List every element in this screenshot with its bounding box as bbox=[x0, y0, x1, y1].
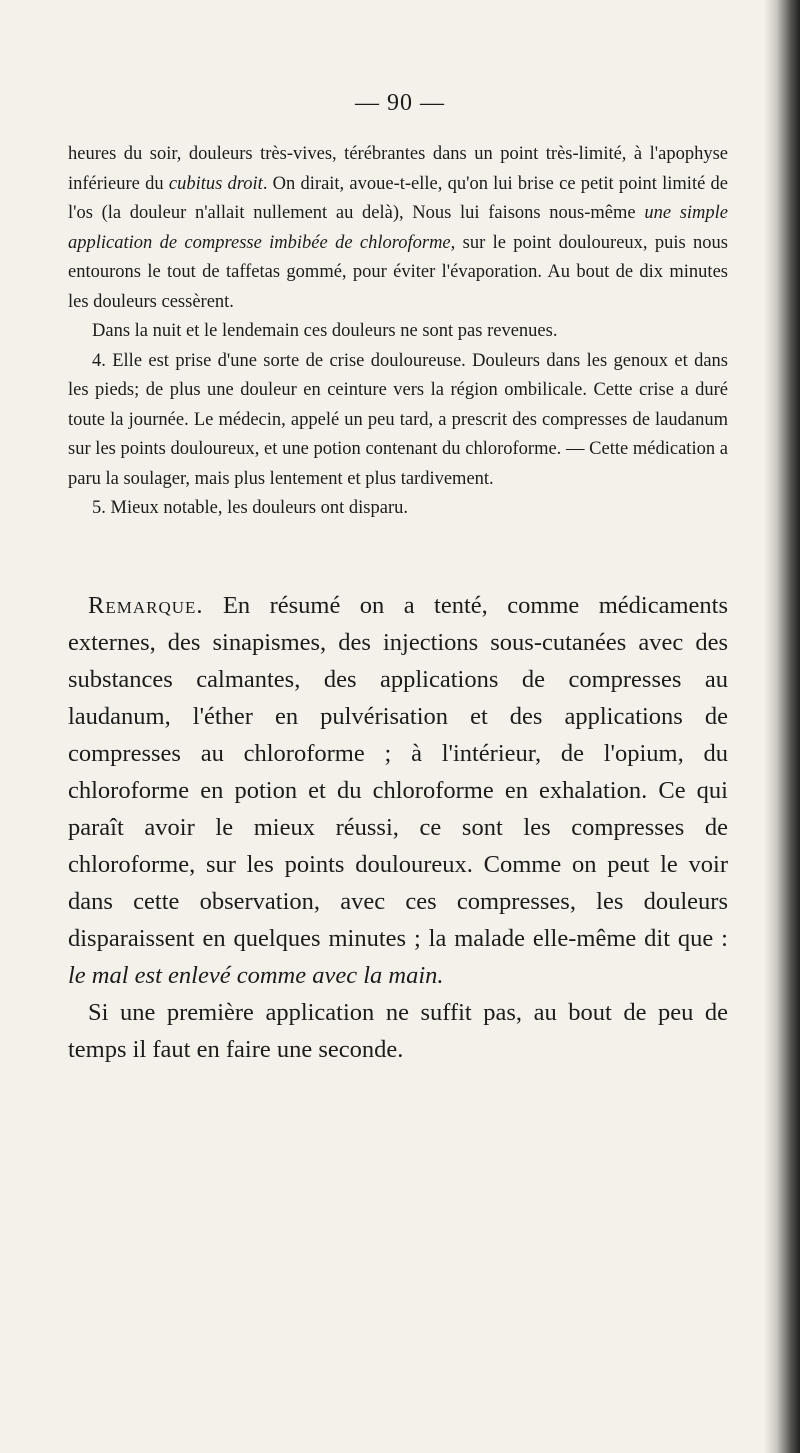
text-run: , sur le point douloureux, puis nous entourons le tout de taffetas gommé, pour éviter l'évaporation. Au bout de dix minutes les douleurs cessèrent. bbox=[68, 232, 729, 312]
italic-run: cubitus droit bbox=[168, 173, 263, 194]
paragraph-day-5: 5. Mieux notable, les douleurs ont disparu. bbox=[92, 498, 408, 518]
italic-run: une simple application de compresse imbibée de chloroforme bbox=[68, 203, 728, 253]
paragraph-night: Dans la nuit et le lendemain ces douleurs ne sont pas revenues. bbox=[92, 321, 558, 341]
remarque-text bbox=[68, 587, 728, 1068]
page-number: — 90 — bbox=[355, 90, 445, 116]
text-run: heures du soir, douleurs très-vives, térébrantes dans un point très-limité, à l'apophyse inférieure du bbox=[68, 144, 728, 194]
italic-run: le mal est enlevé comme avec la main. bbox=[68, 962, 444, 989]
paragraph-day-4: 4. Elle est prise d'une sorte de crise douloureuse. Douleurs dans les genoux et dans les pieds; de plus une douleur en ceinture vers la région ombilicale. Cette crise a duré toute la journée. Le médecin, appelé un peu tard, a prescrit des compresses de laudanum sur les points douloureux, et une potion contenant du chloroforme. — Cette médication a paru la soulager, mais plus lentement et plus tardivement. bbox=[68, 350, 728, 489]
observation-text bbox=[68, 140, 728, 524]
text-run: En résumé on a tenté, comme médicaments externes, des sinapismes, des injections sous-cutanées avec des substances calmantes, des applications de compresses au laudanum, l'éther en pulvérisation et des applications de compresses au chloroforme ; à l'intérieur, de l'opium, du chloroforme en potion et du chloroforme en exhalation. Ce qui paraît avoir le mieux réussi, ce sont les compresses de chloroforme, sur les points douloureux. Comme on peut le voir dans cette observation, avec ces compresses, les douleurs disparaissent en quelques minutes ; la malade elle-même dit que : bbox=[68, 592, 728, 952]
paragraph-remarque bbox=[68, 587, 728, 994]
paragraph-evening-pain bbox=[68, 140, 728, 317]
remarque-label: Remarque. bbox=[88, 592, 204, 619]
page-edge-shadow bbox=[764, 0, 800, 1453]
paragraph-second-application: Si une première application ne suffit pas, au bout de peu de temps il faut en faire une seconde. bbox=[68, 999, 728, 1063]
text-run: . On dirait, avoue-t-elle, qu'on lui brise ce petit point limité de l'os (la douleur n'allait nullement au delà), Nous lui faisons nous-même bbox=[68, 173, 728, 223]
